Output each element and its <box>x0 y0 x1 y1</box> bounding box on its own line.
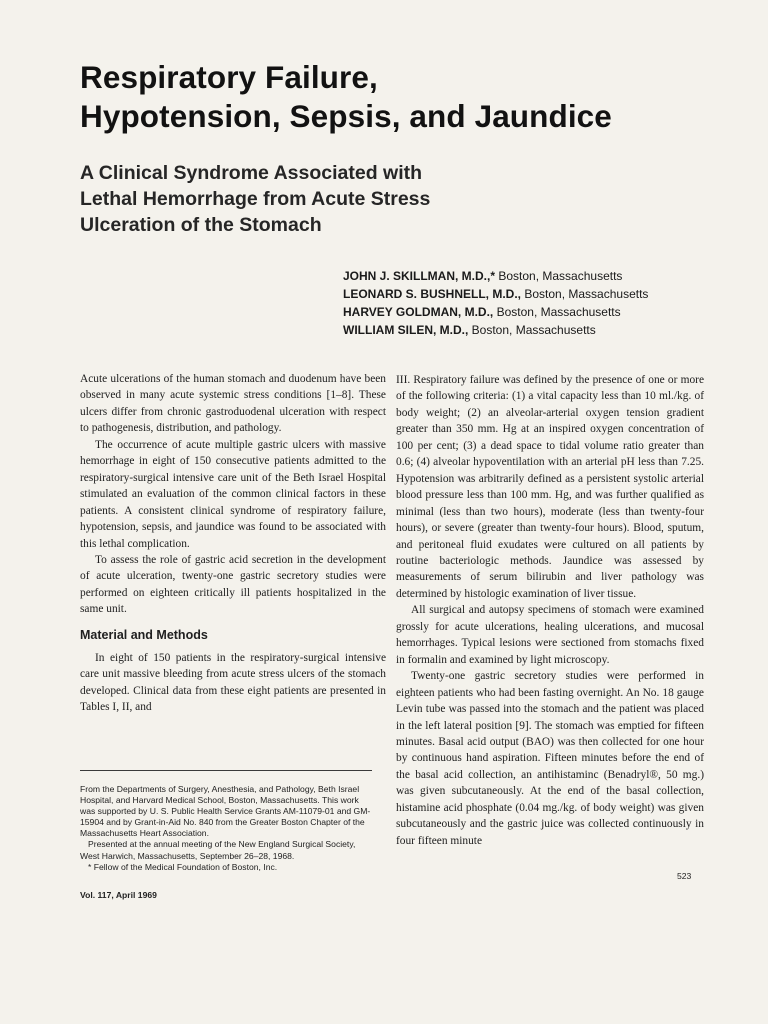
author-list <box>343 267 723 339</box>
article-subtitle-line-2: Lethal Hemorrhage from Acute Stress <box>80 188 431 210</box>
author-location: Boston, Massachusetts <box>496 305 621 319</box>
author-entry <box>343 303 723 321</box>
body-paragraph: In eight of 150 patients in the respiratory-surgical intensive care unit massive bleeding from acute stress ulcers of the stomach developed. Clinical data from these eight patients are presented in Tables I, II, and <box>80 651 386 714</box>
left-text-column <box>80 371 386 716</box>
body-paragraph: III. Respiratory failure was defined by the presence of one or more of the following criteria: (1) a vital capacity less than 10 ml./kg. of body weight; (2) an alveolar-arterial oxygen tension gradient greater than 350 mm. Hg at an inspired oxygen concentration of 100 per cent; (3) a dead space to tidal volume ratio greater than 0.6; (4) alveolar hypoventilation with an arterial pH less than 7.25. Hypotension was arbitrarily defined as a persistent systolic arterial blood pressure less than 100 mm. Hg, and was further qualified as minimal (less than two hours), moderate (less than twenty-four hours), or severe (greater than twenty-four hours). Blood, sputum, and peritoneal fluid exudates were cultured on all patients by routine bacteriologic methods. Jaundice was assessed by measurements of serum bilirubin and liver pathology was determined by histologic examination of liver tissue. <box>396 374 704 600</box>
body-paragraph: Twenty-one gastric secretory studies were performed in eighteen patients who had been fasting overnight. An No. 18 gauge Levin tube was passed into the stomach and the patient was placed in the left lateral position [9]. The stomach was emptied for fifteen minutes. Basal acid output (BAO) was then collected for one hour by continuous hand aspiration. Fifteen minutes before the end of the basal acid collection, an antihistaminc (Benadryl®, 50 mg.) was given subcutaneously. At the end of the basal collection, histamine acid phosphate (0.04 mg./kg. of body weight) was given subcutaneously and the gastric juice was collected continuously in four fifteen minute <box>396 670 704 847</box>
footnote-affiliation: From the Departments of Surgery, Anesthesia, and Pathology, Beth Israel Hospital, and Harvard Medical School, Boston, Massachusetts. This work was supported by U. S. Public Health Service Grants AM-11079-01 and GM-15904 and by Grant-in-Aid No. 840 from the Greater Boston Chapter of the Massachusetts Heart Association. <box>80 784 371 839</box>
volume-info: Vol. 117, April 1969 <box>80 890 157 900</box>
body-paragraph: Acute ulcerations of the human stomach and duodenum have been observed in many acute systemic stress conditions [1–8]. These ulcers differ from chronic gastroduodenal ulceration with respect to pathogenesis, distribution, and pathology. <box>80 373 386 435</box>
author-entry <box>343 321 723 339</box>
article-subtitle-line-3: Ulceration of the Stomach <box>80 214 322 236</box>
article-subtitle <box>80 160 700 238</box>
author-location: Boston, Massachusetts <box>498 269 623 283</box>
section-heading: Material and Methods <box>80 627 208 642</box>
article-title-line-2: Hypotension, Sepsis, and Jaundice <box>80 98 612 134</box>
article-title <box>80 58 700 136</box>
body-paragraph: All surgical and autopsy specimens of stomach were examined grossly for acute ulcerations, healing ulcerations, and mucosal hemorrhages. Typical lesions were sectioned from stomachs fixed in formalin and examined by light microscopy. <box>396 604 704 666</box>
footnote-divider <box>80 770 372 771</box>
footnote-block <box>80 784 376 873</box>
page-number: 523 <box>677 871 692 881</box>
article-title-line-1: Respiratory Failure, <box>80 59 378 95</box>
author-name: WILLIAM SILEN, M.D., <box>343 323 469 337</box>
body-paragraph: To assess the role of gastric acid secretion in the development of acute ulceration, twenty-one gastric secretory studies were performed on eighteen critically ill patients hospitalized in the same unit. <box>80 553 386 616</box>
author-name: LEONARD S. BUSHNELL, M.D., <box>343 287 522 301</box>
body-paragraph: The occurrence of acute multiple gastric ulcers with massive hemorrhage in eight of 150 consecutive patients admitted to the respiratory-surgical intensive care unit of the Beth Israel Hospital stimulated an evaluation of the common clinical factors in these patients. A consistent clinical syndrome of respiratory failure, hypotension, sepsis, and jaundice was found to be associated with this lethal complication. <box>80 438 386 550</box>
author-name: JOHN J. SKILLMAN, M.D.,* <box>343 269 496 283</box>
author-location: Boston, Massachusetts <box>471 323 596 337</box>
footnote-fellow: * Fellow of the Medical Foundation of Boston, Inc. <box>88 861 278 872</box>
author-entry <box>343 267 723 285</box>
author-location: Boston, Massachusetts <box>524 287 649 301</box>
footnote-presentation: Presented at the annual meeting of the New England Surgical Society, West Harwich, Massachusetts, September 26–28, 1968. <box>80 839 356 861</box>
article-subtitle-line-1: A Clinical Syndrome Associated with <box>80 162 423 184</box>
right-text-column <box>396 372 704 849</box>
author-name: HARVEY GOLDMAN, M.D., <box>343 305 494 319</box>
author-entry <box>343 285 723 303</box>
